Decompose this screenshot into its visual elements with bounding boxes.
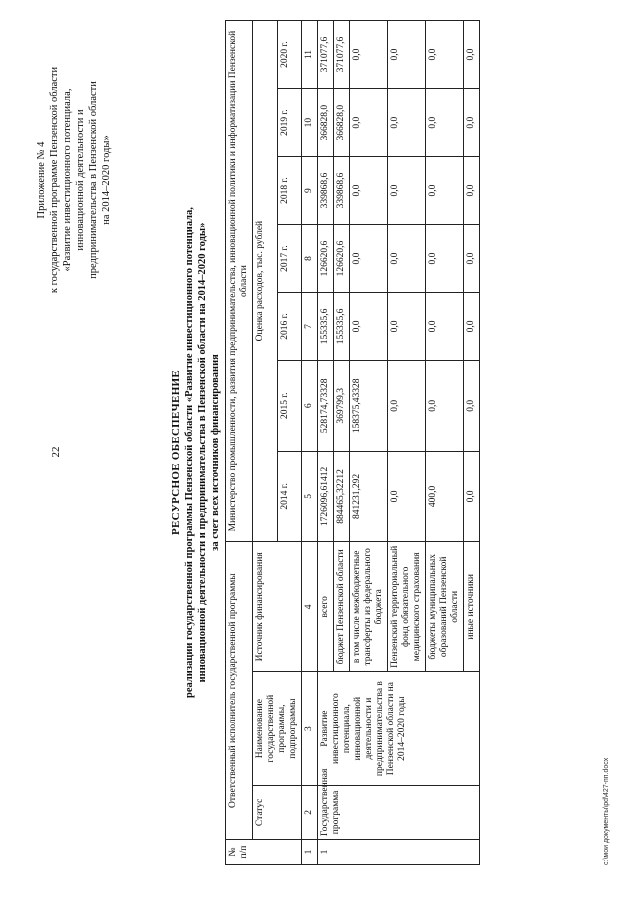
- value-cell: 366828,0: [334, 89, 350, 157]
- column-number-row: [302, 21, 318, 865]
- year-cell: 2018 г.: [277, 157, 302, 225]
- source-cell: иные источники: [464, 542, 480, 672]
- value-cell: 0,0: [464, 293, 480, 361]
- value-cell: 369799,3: [334, 360, 350, 451]
- appendix-line: «Развитие инвестиционного потенциала,: [62, 88, 73, 272]
- value-cell: 0,0: [464, 225, 480, 293]
- header-name: Наименование государственной программы, подпрограммы: [253, 672, 302, 785]
- executor-value: Министерство промышленности, развития предпринимательства, инновационной политики и информатизации Пензенской области: [226, 21, 253, 542]
- appendix-block: [35, 30, 113, 330]
- column-number: 4: [302, 542, 318, 672]
- year-cell: 2017 г.: [277, 225, 302, 293]
- row-number: 1: [318, 840, 480, 865]
- value-cell: 0,0: [388, 157, 426, 225]
- appendix-line: к государственной программе Пензенской области: [49, 66, 60, 294]
- value-cell: 155335,6: [334, 293, 350, 361]
- value-cell: 841231,292: [350, 451, 388, 542]
- page-number: 22: [50, 446, 62, 458]
- value-cell: 0,0: [350, 89, 388, 157]
- value-cell: 339868,6: [334, 157, 350, 225]
- header-status: Статус: [253, 785, 302, 839]
- appendix-line: инновационной деятельности и: [75, 109, 86, 251]
- column-number: 8: [302, 225, 318, 293]
- column-number: 2: [302, 785, 318, 839]
- value-cell: 0,0: [426, 360, 464, 451]
- table-header-row: [226, 21, 253, 865]
- source-cell: бюджет Пензенской области: [334, 542, 350, 672]
- value-cell: 371077,6: [318, 21, 334, 89]
- file-path-footer: c:\мои документы\pd\427-пп.docx: [603, 757, 610, 865]
- value-cell: 0,0: [350, 225, 388, 293]
- value-cell: 884465,32212: [334, 451, 350, 542]
- rotated-document-sheet: [20, 15, 620, 890]
- table-row: [318, 21, 334, 865]
- resource-table: [225, 20, 480, 865]
- year-cell: 2015 г.: [277, 360, 302, 451]
- value-cell: 0,0: [350, 157, 388, 225]
- value-cell: 0,0: [464, 451, 480, 542]
- value-cell: 0,0: [388, 225, 426, 293]
- value-cell: 0,0: [464, 89, 480, 157]
- value-cell: 0,0: [464, 21, 480, 89]
- column-number: 9: [302, 157, 318, 225]
- column-number: 10: [302, 89, 318, 157]
- title-line: инновационной деятельности и предпринимательства в Пензенской области на 2014–2020 годы»: [197, 222, 208, 683]
- value-cell: 126620,6: [334, 225, 350, 293]
- value-cell: 0,0: [388, 360, 426, 451]
- value-cell: 0,0: [388, 21, 426, 89]
- document-title: [170, 55, 222, 850]
- value-cell: 0,0: [426, 293, 464, 361]
- value-cell: 0,0: [388, 89, 426, 157]
- value-cell: 0,0: [464, 360, 480, 451]
- column-number: 5: [302, 451, 318, 542]
- source-cell: в том числе межбюджетные трансферты из федерального бюджета: [350, 542, 388, 672]
- year-cell: 2020 г.: [277, 21, 302, 89]
- value-cell: 528174,73328: [318, 360, 334, 451]
- column-number: 1: [302, 840, 318, 865]
- value-cell: 1726096,61412: [318, 451, 334, 542]
- appendix-line: на 2014–2020 годы»: [101, 135, 112, 225]
- value-cell: 371077,6: [334, 21, 350, 89]
- value-cell: 366828,0: [318, 89, 334, 157]
- column-number: 3: [302, 672, 318, 785]
- column-number: 7: [302, 293, 318, 361]
- value-cell: 0,0: [426, 157, 464, 225]
- program-name: Развитие инвестиционного потенциала, инновационной деятельности и предпринимательства в Пензенской области на 2014–2020 годы: [318, 672, 480, 785]
- year-cell: 2019 г.: [277, 89, 302, 157]
- appendix-line: предпринимательства в Пензенской области: [88, 81, 99, 279]
- header-num: № п/п: [226, 840, 302, 865]
- value-cell: 339868,6: [318, 157, 334, 225]
- column-number: 6: [302, 360, 318, 451]
- value-cell: 400,0: [426, 451, 464, 542]
- appendix-line: Приложение № 4: [36, 141, 47, 219]
- title-line: за счет всех источников финансирования: [210, 354, 221, 551]
- value-cell: 0,0: [350, 21, 388, 89]
- table-header-row: [253, 21, 278, 865]
- header-executor: Ответственный исполнитель государственной программы: [226, 542, 253, 840]
- value-cell: 0,0: [464, 157, 480, 225]
- value-cell: 0,0: [388, 293, 426, 361]
- row-status: Государственная программа: [318, 785, 480, 839]
- title-heading: РЕСУРСНОЕ ОБЕСПЕЧЕНИЕ: [170, 369, 182, 536]
- value-cell: 0,0: [426, 225, 464, 293]
- value-cell: 158375,43328: [350, 360, 388, 451]
- value-cell: 0,0: [426, 21, 464, 89]
- value-cell: 0,0: [350, 293, 388, 361]
- source-cell: Пензенский территориальный фонд обязательного медицинского страхования: [388, 542, 426, 672]
- year-cell: 2016 г.: [277, 293, 302, 361]
- source-cell: всего: [318, 542, 334, 672]
- value-cell: 0,0: [426, 89, 464, 157]
- value-cell: 126620,6: [318, 225, 334, 293]
- title-line: реализации государственной программы Пензенской области «Развитие инвестиционного потенциала,: [184, 207, 195, 698]
- source-cell: бюджеты муниципальных образований Пензенской области: [426, 542, 464, 672]
- header-source: Источник финансирования: [253, 542, 302, 672]
- column-number: 11: [302, 21, 318, 89]
- value-cell: 155335,6: [318, 293, 334, 361]
- year-cell: 2014 г.: [277, 451, 302, 542]
- header-costs: Оценка расходов, тыс. рублей: [253, 21, 278, 542]
- value-cell: 0,0: [388, 451, 426, 542]
